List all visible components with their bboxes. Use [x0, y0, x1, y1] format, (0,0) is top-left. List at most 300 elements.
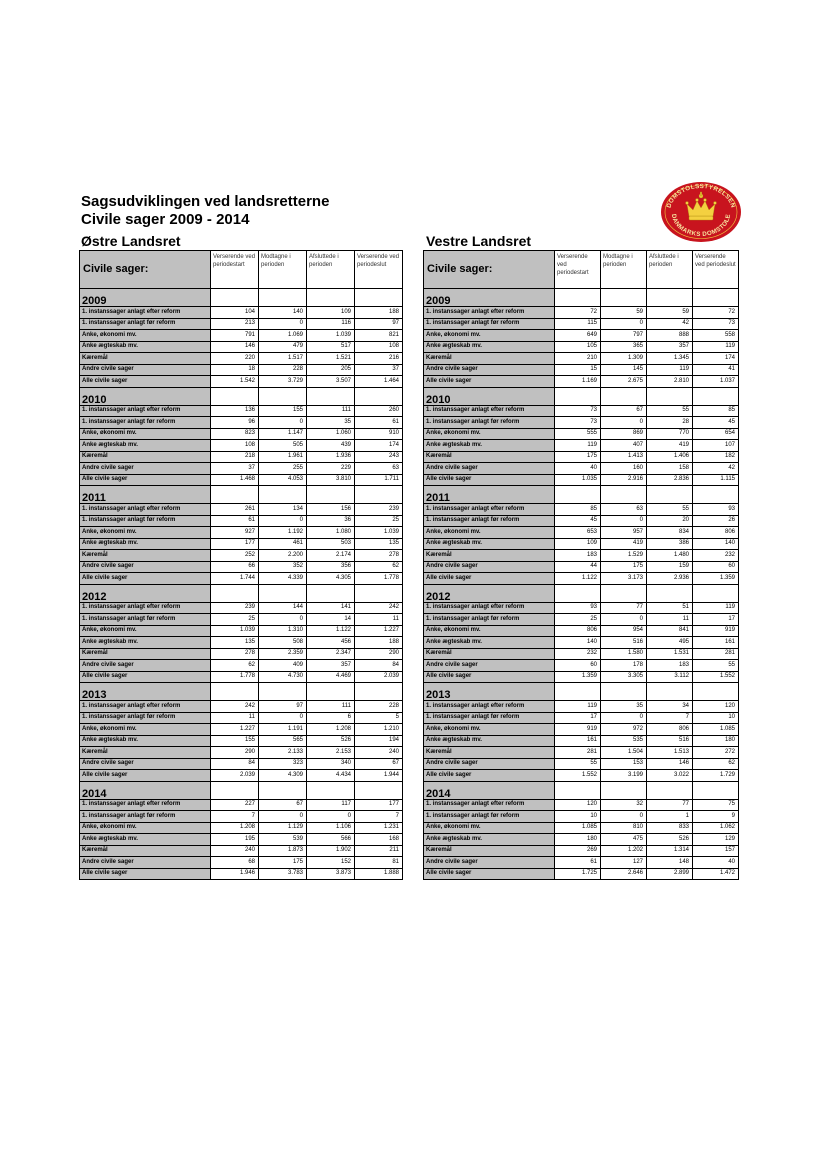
- table-row: [80, 428, 403, 440]
- value-cell: 841: [647, 625, 693, 637]
- value-cell: 183: [555, 550, 601, 562]
- value-cell: 84: [355, 660, 403, 672]
- court-title-vestre: Vestre Landsret: [426, 233, 532, 249]
- column-header: Afsluttede i perioden: [647, 251, 693, 289]
- table-vestre-landsret: [423, 250, 739, 880]
- value-cell: 7: [355, 811, 403, 823]
- row-label: 1. instanssager anlagt før reform: [80, 515, 211, 527]
- empty-cell: [647, 486, 693, 504]
- table-row: [80, 405, 403, 417]
- empty-cell: [211, 387, 259, 405]
- value-cell: 1.062: [693, 822, 739, 834]
- value-cell: 134: [259, 504, 307, 516]
- row-label: Anke ægteskab mv.: [424, 341, 555, 353]
- value-cell: 3.173: [601, 573, 647, 585]
- value-cell: 73: [693, 318, 739, 330]
- empty-cell: [355, 289, 403, 307]
- table-row: [424, 822, 739, 834]
- document-title: Sagsudviklingen ved landsretterne: [81, 193, 330, 210]
- table-row: [424, 701, 739, 713]
- value-cell: 910: [355, 428, 403, 440]
- year-label: 2012: [80, 584, 211, 602]
- value-cell: 1.169: [555, 376, 601, 388]
- value-cell: 278: [355, 550, 403, 562]
- value-cell: 5: [355, 712, 403, 724]
- value-cell: 182: [693, 451, 739, 463]
- value-cell: 1.310: [259, 625, 307, 637]
- value-cell: 4.339: [259, 573, 307, 585]
- row-label: Kæremål: [424, 353, 555, 365]
- value-cell: 1.888: [355, 868, 403, 880]
- value-cell: 195: [211, 834, 259, 846]
- year-label: 2010: [80, 387, 211, 405]
- value-cell: 84: [211, 758, 259, 770]
- table-row: [80, 573, 403, 585]
- empty-cell: [601, 289, 647, 307]
- value-cell: 96: [211, 417, 259, 429]
- value-cell: 526: [647, 834, 693, 846]
- empty-cell: [555, 387, 601, 405]
- value-cell: 14: [307, 614, 355, 626]
- row-label: 1. instanssager anlagt før reform: [424, 614, 555, 626]
- value-cell: 232: [555, 648, 601, 660]
- table-row: [80, 660, 403, 672]
- table-row: [424, 868, 739, 880]
- value-cell: 28: [647, 417, 693, 429]
- value-cell: 108: [211, 440, 259, 452]
- table-row: [80, 463, 403, 475]
- value-cell: 25: [211, 614, 259, 626]
- value-cell: 2.039: [355, 671, 403, 683]
- row-label: 1. instanssager anlagt før reform: [80, 614, 211, 626]
- row-label: 1. instanssager anlagt efter reform: [424, 504, 555, 516]
- header-civile-sager-label: Civile sager:: [80, 251, 211, 289]
- value-cell: 278: [211, 648, 259, 660]
- value-cell: 127: [601, 857, 647, 869]
- table-row: [80, 527, 403, 539]
- row-label: Anke, økonomi mv.: [424, 724, 555, 736]
- value-cell: 188: [355, 307, 403, 319]
- year-row: [80, 387, 403, 405]
- value-cell: 11: [647, 614, 693, 626]
- value-cell: 1.961: [259, 451, 307, 463]
- value-cell: 919: [693, 625, 739, 637]
- value-cell: 0: [259, 614, 307, 626]
- value-cell: 3.729: [259, 376, 307, 388]
- value-cell: 1.085: [555, 822, 601, 834]
- value-cell: 227: [211, 799, 259, 811]
- value-cell: 174: [693, 353, 739, 365]
- value-cell: 1.725: [555, 868, 601, 880]
- table-row: [80, 758, 403, 770]
- row-label: 1. instanssager anlagt efter reform: [80, 504, 211, 516]
- value-cell: 152: [307, 857, 355, 869]
- value-cell: 2.174: [307, 550, 355, 562]
- value-cell: 25: [555, 614, 601, 626]
- table-row: [80, 770, 403, 782]
- value-cell: 51: [647, 602, 693, 614]
- year-row: [424, 289, 739, 307]
- value-cell: 3.783: [259, 868, 307, 880]
- value-cell: 63: [355, 463, 403, 475]
- column-header: Afsluttede i perioden: [307, 251, 355, 289]
- value-cell: 61: [211, 515, 259, 527]
- table-row: [424, 637, 739, 649]
- value-cell: 117: [307, 799, 355, 811]
- value-cell: 216: [355, 353, 403, 365]
- year-row: [424, 387, 739, 405]
- value-cell: 1: [647, 811, 693, 823]
- table-row: [424, 440, 739, 452]
- value-cell: 146: [211, 341, 259, 353]
- value-cell: 155: [259, 405, 307, 417]
- row-label: Anke ægteskab mv.: [80, 538, 211, 550]
- value-cell: 833: [647, 822, 693, 834]
- value-cell: 85: [555, 504, 601, 516]
- value-cell: 2.200: [259, 550, 307, 562]
- value-cell: 1.039: [211, 625, 259, 637]
- value-cell: 73: [555, 405, 601, 417]
- value-cell: 2.675: [601, 376, 647, 388]
- value-cell: 213: [211, 318, 259, 330]
- value-cell: 109: [555, 538, 601, 550]
- column-header: Modtagne i perioden: [259, 251, 307, 289]
- value-cell: 62: [693, 758, 739, 770]
- value-cell: 239: [355, 504, 403, 516]
- value-cell: 9: [693, 811, 739, 823]
- value-cell: 119: [555, 440, 601, 452]
- table-row: [80, 834, 403, 846]
- row-label: Alle civile sager: [80, 573, 211, 585]
- value-cell: 41: [693, 364, 739, 376]
- empty-cell: [601, 387, 647, 405]
- value-cell: 1.129: [259, 822, 307, 834]
- value-cell: 11: [355, 614, 403, 626]
- value-cell: 144: [259, 602, 307, 614]
- value-cell: 475: [601, 834, 647, 846]
- value-cell: 1.122: [555, 573, 601, 585]
- value-cell: 240: [211, 845, 259, 857]
- value-cell: 175: [601, 561, 647, 573]
- value-cell: 7: [647, 712, 693, 724]
- value-cell: 1.902: [307, 845, 355, 857]
- year-label: 2013: [80, 683, 211, 701]
- value-cell: 1.406: [647, 451, 693, 463]
- row-label: Alle civile sager: [424, 376, 555, 388]
- value-cell: 1.060: [307, 428, 355, 440]
- value-cell: 0: [307, 811, 355, 823]
- value-cell: 93: [693, 504, 739, 516]
- value-cell: 1.744: [211, 573, 259, 585]
- row-label: 1. instanssager anlagt før reform: [424, 417, 555, 429]
- empty-cell: [211, 781, 259, 799]
- row-label: 1. instanssager anlagt efter reform: [80, 799, 211, 811]
- value-cell: 188: [355, 637, 403, 649]
- column-header: Verserende ved periodeslut: [355, 251, 403, 289]
- row-label: Alle civile sager: [80, 770, 211, 782]
- value-cell: 35: [601, 701, 647, 713]
- table-row: [424, 834, 739, 846]
- value-cell: 255: [259, 463, 307, 475]
- row-label: Andre civile sager: [424, 660, 555, 672]
- value-cell: 111: [307, 701, 355, 713]
- value-cell: 1.529: [601, 550, 647, 562]
- value-cell: 194: [355, 735, 403, 747]
- row-label: 1. instanssager anlagt efter reform: [424, 602, 555, 614]
- empty-cell: [355, 781, 403, 799]
- value-cell: 356: [307, 561, 355, 573]
- row-label: Kæremål: [424, 648, 555, 660]
- value-cell: 957: [601, 527, 647, 539]
- header-civile-sager-label: Civile sager:: [424, 251, 555, 289]
- value-cell: 2.153: [307, 747, 355, 759]
- column-header: Verserende ved periodestart: [555, 251, 601, 289]
- empty-cell: [307, 781, 355, 799]
- row-label: Andre civile sager: [80, 561, 211, 573]
- empty-cell: [693, 486, 739, 504]
- row-label: Anke ægteskab mv.: [80, 637, 211, 649]
- table-row: [80, 307, 403, 319]
- value-cell: 1.580: [601, 648, 647, 660]
- value-cell: 770: [647, 428, 693, 440]
- empty-cell: [259, 289, 307, 307]
- value-cell: 3.873: [307, 868, 355, 880]
- value-cell: 11: [211, 712, 259, 724]
- table-row: [424, 660, 739, 672]
- value-cell: 61: [355, 417, 403, 429]
- table-row: [80, 671, 403, 683]
- empty-cell: [211, 289, 259, 307]
- value-cell: 1.039: [307, 330, 355, 342]
- year-label: 2009: [424, 289, 555, 307]
- row-label: Kæremål: [424, 451, 555, 463]
- table-row: [424, 417, 739, 429]
- domstolsstyrelsen-seal-logo: [660, 181, 742, 243]
- value-cell: 1.208: [211, 822, 259, 834]
- table-row: [424, 712, 739, 724]
- value-cell: 1.106: [307, 822, 355, 834]
- empty-cell: [355, 486, 403, 504]
- value-cell: 0: [259, 712, 307, 724]
- value-cell: 495: [647, 637, 693, 649]
- value-cell: 1.085: [693, 724, 739, 736]
- value-cell: 1.480: [647, 550, 693, 562]
- row-label: Anke ægteskab mv.: [80, 440, 211, 452]
- year-row: [80, 289, 403, 307]
- value-cell: 7: [211, 811, 259, 823]
- table-row: [424, 857, 739, 869]
- value-cell: 340: [307, 758, 355, 770]
- value-cell: 565: [259, 735, 307, 747]
- value-cell: 140: [693, 538, 739, 550]
- table-row: [80, 701, 403, 713]
- value-cell: 4.305: [307, 573, 355, 585]
- row-label: Andre civile sager: [424, 364, 555, 376]
- value-cell: 526: [307, 735, 355, 747]
- row-label: Andre civile sager: [80, 660, 211, 672]
- table-row: [424, 799, 739, 811]
- row-label: 1. instanssager anlagt efter reform: [80, 307, 211, 319]
- year-row: [80, 781, 403, 799]
- value-cell: 4.309: [259, 770, 307, 782]
- row-label: 1. instanssager anlagt før reform: [80, 811, 211, 823]
- value-cell: 136: [211, 405, 259, 417]
- value-cell: 153: [601, 758, 647, 770]
- value-cell: 119: [555, 701, 601, 713]
- empty-cell: [355, 584, 403, 602]
- empty-cell: [211, 584, 259, 602]
- value-cell: 0: [259, 318, 307, 330]
- year-row: [80, 486, 403, 504]
- empty-cell: [259, 781, 307, 799]
- value-cell: 479: [259, 341, 307, 353]
- value-cell: 67: [601, 405, 647, 417]
- value-cell: 1.314: [647, 845, 693, 857]
- value-cell: 1.359: [555, 671, 601, 683]
- value-cell: 148: [647, 857, 693, 869]
- value-cell: 3.507: [307, 376, 355, 388]
- row-label: Andre civile sager: [424, 561, 555, 573]
- value-cell: 37: [355, 364, 403, 376]
- value-cell: 20: [647, 515, 693, 527]
- year-label: 2013: [424, 683, 555, 701]
- value-cell: 653: [555, 527, 601, 539]
- table-row: [424, 845, 739, 857]
- table-row: [424, 770, 739, 782]
- value-cell: 357: [647, 341, 693, 353]
- value-cell: 1.122: [307, 625, 355, 637]
- year-label: 2009: [80, 289, 211, 307]
- value-cell: 85: [693, 405, 739, 417]
- table-row: [424, 724, 739, 736]
- value-cell: 649: [555, 330, 601, 342]
- table-row: [80, 561, 403, 573]
- value-cell: 111: [307, 405, 355, 417]
- row-label: Anke ægteskab mv.: [424, 440, 555, 452]
- value-cell: 6: [307, 712, 355, 724]
- empty-cell: [307, 584, 355, 602]
- table-row: [80, 637, 403, 649]
- value-cell: 68: [211, 857, 259, 869]
- row-label: 1. instanssager anlagt efter reform: [80, 602, 211, 614]
- value-cell: 508: [259, 637, 307, 649]
- value-cell: 1.359: [693, 573, 739, 585]
- value-cell: 211: [355, 845, 403, 857]
- value-cell: 4.469: [307, 671, 355, 683]
- table-row: [424, 527, 739, 539]
- value-cell: 205: [307, 364, 355, 376]
- value-cell: 77: [647, 799, 693, 811]
- value-cell: 0: [601, 712, 647, 724]
- table-row: [80, 318, 403, 330]
- table-row: [424, 550, 739, 562]
- table-row: [80, 538, 403, 550]
- row-label: Alle civile sager: [424, 868, 555, 880]
- empty-cell: [307, 387, 355, 405]
- row-label: Alle civile sager: [80, 474, 211, 486]
- row-label: Anke, økonomi mv.: [424, 822, 555, 834]
- row-label: Kæremål: [80, 845, 211, 857]
- value-cell: 2.646: [601, 868, 647, 880]
- value-cell: 1.227: [355, 625, 403, 637]
- row-label: Anke, økonomi mv.: [80, 822, 211, 834]
- table-row: [424, 376, 739, 388]
- value-cell: 1.873: [259, 845, 307, 857]
- value-cell: 821: [355, 330, 403, 342]
- empty-cell: [555, 486, 601, 504]
- row-label: Andre civile sager: [424, 758, 555, 770]
- value-cell: 63: [601, 504, 647, 516]
- value-cell: 1.345: [647, 353, 693, 365]
- value-cell: 116: [307, 318, 355, 330]
- table-row: [424, 735, 739, 747]
- value-cell: 120: [555, 799, 601, 811]
- empty-cell: [259, 584, 307, 602]
- value-cell: 1.729: [693, 770, 739, 782]
- value-cell: 42: [693, 463, 739, 475]
- value-cell: 220: [211, 353, 259, 365]
- empty-cell: [647, 683, 693, 701]
- column-header: Verserende ved periodeslut: [693, 251, 739, 289]
- table-row: [424, 561, 739, 573]
- row-label: Kæremål: [424, 747, 555, 759]
- empty-cell: [601, 486, 647, 504]
- empty-cell: [555, 584, 601, 602]
- value-cell: 242: [211, 701, 259, 713]
- value-cell: 119: [693, 341, 739, 353]
- year-row: [80, 584, 403, 602]
- value-cell: 1.946: [211, 868, 259, 880]
- value-cell: 1.227: [211, 724, 259, 736]
- value-cell: 261: [211, 504, 259, 516]
- row-label: Anke ægteskab mv.: [424, 637, 555, 649]
- value-cell: 269: [555, 845, 601, 857]
- value-cell: 810: [601, 822, 647, 834]
- value-cell: 2.836: [647, 474, 693, 486]
- table-row: [80, 504, 403, 516]
- row-label: Andre civile sager: [80, 758, 211, 770]
- row-label: Kæremål: [80, 353, 211, 365]
- row-label: 1. instanssager anlagt efter reform: [424, 701, 555, 713]
- value-cell: 1.936: [307, 451, 355, 463]
- value-cell: 129: [693, 834, 739, 846]
- table-row: [80, 330, 403, 342]
- row-label: Andre civile sager: [80, 857, 211, 869]
- table-row: [424, 474, 739, 486]
- value-cell: 37: [211, 463, 259, 475]
- table-row: [80, 417, 403, 429]
- empty-cell: [259, 683, 307, 701]
- row-label: 1. instanssager anlagt før reform: [424, 318, 555, 330]
- value-cell: 140: [259, 307, 307, 319]
- row-label: Anke, økonomi mv.: [424, 625, 555, 637]
- value-cell: 272: [693, 747, 739, 759]
- row-label: 1. instanssager anlagt før reform: [80, 417, 211, 429]
- value-cell: 44: [555, 561, 601, 573]
- table-row: [80, 515, 403, 527]
- value-cell: 161: [555, 735, 601, 747]
- value-cell: 180: [693, 735, 739, 747]
- value-cell: 67: [355, 758, 403, 770]
- value-cell: 45: [555, 515, 601, 527]
- value-cell: 135: [355, 538, 403, 550]
- value-cell: 210: [555, 353, 601, 365]
- value-cell: 180: [555, 834, 601, 846]
- year-row: [424, 486, 739, 504]
- value-cell: 806: [555, 625, 601, 637]
- value-cell: 160: [601, 463, 647, 475]
- column-header: Modtagne i perioden: [601, 251, 647, 289]
